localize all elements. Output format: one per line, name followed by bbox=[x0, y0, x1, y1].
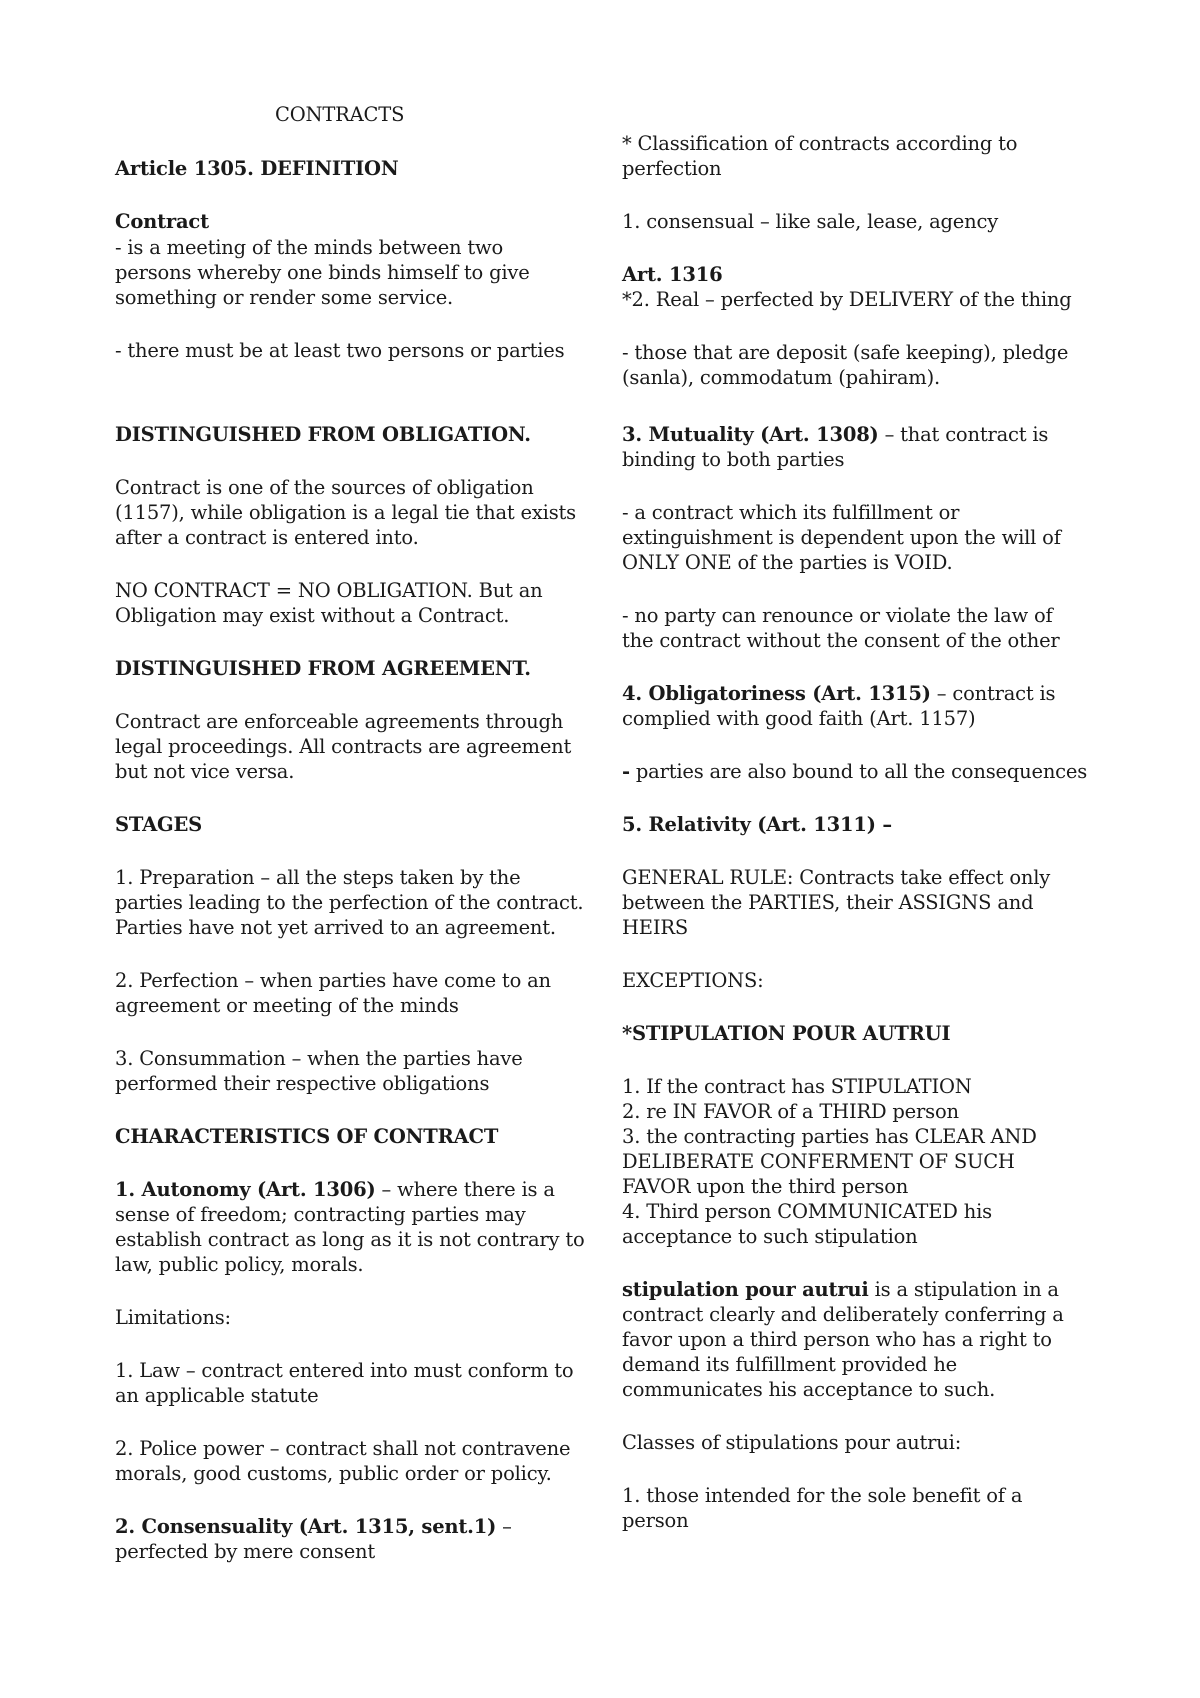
right-text-line bbox=[622, 1149, 1015, 1175]
text-run: – that contract is bbox=[878, 423, 1049, 446]
text-run: something or render some service. bbox=[115, 286, 454, 309]
text-run: agreement or meeting of the minds bbox=[115, 994, 459, 1017]
left-text-line bbox=[115, 1358, 573, 1384]
text-run: law, public policy, morals. bbox=[115, 1253, 364, 1276]
right-text-line bbox=[622, 1099, 959, 1125]
text-run: Limitations: bbox=[115, 1306, 231, 1329]
text-run: Contract are enforceable agreements through bbox=[115, 710, 564, 733]
right-text-line bbox=[622, 915, 688, 941]
right-text-line bbox=[622, 1352, 957, 1378]
left-text-line bbox=[115, 156, 398, 182]
text-run: DELIBERATE CONFERMENT OF SUCH bbox=[622, 1150, 1015, 1173]
text-run: acceptance to such stipulation bbox=[622, 1225, 918, 1248]
text-run: – where there is a bbox=[375, 1178, 555, 1201]
text-run: (sanla), commodatum (pahiram). bbox=[622, 366, 940, 389]
right-text-line bbox=[622, 1430, 961, 1456]
text-run: parties are also bound to all the consequences bbox=[629, 760, 1088, 783]
right-text-line bbox=[622, 1483, 1022, 1509]
text-run: perfected by mere consent bbox=[115, 1540, 376, 1563]
bold-text: STAGES bbox=[115, 813, 203, 836]
text-run: between the PARTIES, their ASSIGNS and bbox=[622, 891, 1034, 914]
text-run: an applicable statute bbox=[115, 1384, 319, 1407]
left-text-line bbox=[115, 1124, 498, 1150]
text-run: 3. the contracting parties has CLEAR AND bbox=[622, 1125, 1037, 1148]
left-text-line bbox=[115, 1514, 512, 1540]
left-text-line bbox=[115, 812, 202, 838]
right-text-line bbox=[622, 1302, 1064, 1328]
text-run: GENERAL RULE: Contracts take effect only bbox=[622, 866, 1051, 889]
left-text-line bbox=[115, 422, 531, 448]
text-run: is a stipulation in a bbox=[868, 1278, 1059, 1301]
right-text-line bbox=[622, 131, 1017, 157]
text-run: 1. those intended for the sole benefit of a bbox=[622, 1484, 1023, 1507]
right-text-line bbox=[622, 340, 1068, 366]
text-run: after a contract is entered into. bbox=[115, 526, 419, 549]
bold-text: 4. Obligatoriness (Art. 1315) bbox=[622, 682, 931, 705]
left-text-line bbox=[115, 915, 556, 941]
text-run: FAVOR upon the third person bbox=[622, 1175, 909, 1198]
left-text-line bbox=[115, 235, 503, 261]
text-run: - a contract which its fulfillment or bbox=[622, 501, 960, 524]
left-text-line bbox=[115, 759, 294, 785]
bold-text: 5. Relativity (Art. 1311) – bbox=[622, 813, 892, 836]
left-text-line bbox=[115, 1436, 570, 1462]
right-text-line bbox=[622, 1327, 1052, 1353]
text-run: complied with good faith (Art. 1157) bbox=[622, 707, 976, 730]
right-text-line bbox=[622, 759, 1087, 785]
bold-text: DISTINGUISHED FROM AGREEMENT. bbox=[115, 657, 531, 680]
right-text-line bbox=[622, 447, 844, 473]
text-run: 1. Law – contract entered into must conform to bbox=[115, 1359, 574, 1382]
text-run: demand its fulfillment provided he bbox=[622, 1353, 958, 1376]
text-run: * Classification of contracts according to bbox=[622, 132, 1018, 155]
left-text-line bbox=[115, 500, 576, 526]
text-run: establish contract as long as it is not contrary to bbox=[115, 1228, 585, 1251]
right-text-line bbox=[622, 422, 1048, 448]
text-run: HEIRS bbox=[622, 916, 688, 939]
bold-text: - bbox=[622, 760, 630, 783]
left-text-line bbox=[115, 1539, 375, 1565]
text-run: 1. If the contract has STIPULATION bbox=[622, 1075, 972, 1098]
text-run: but not vice versa. bbox=[115, 760, 295, 783]
right-text-line bbox=[622, 1021, 950, 1047]
right-text-line bbox=[622, 890, 1033, 916]
bold-text: Art. 1316 bbox=[622, 263, 723, 286]
right-text-line bbox=[622, 681, 1055, 707]
bold-text: DISTINGUISHED FROM OBLIGATION. bbox=[115, 423, 531, 446]
text-run: Parties have not yet arrived to an agreement. bbox=[115, 916, 556, 939]
right-text-line bbox=[622, 525, 1061, 551]
text-run: morals, good customs, public order or policy. bbox=[115, 1462, 552, 1485]
text-run: Classes of stipulations pour autrui: bbox=[622, 1431, 962, 1454]
left-text-line bbox=[115, 890, 583, 916]
left-text-line bbox=[115, 1071, 489, 1097]
text-run: extinguishment is dependent upon the will of bbox=[622, 526, 1061, 549]
left-text-line bbox=[115, 1252, 363, 1278]
document-title bbox=[275, 102, 404, 128]
left-text-line bbox=[115, 285, 453, 311]
text-run: 2. Perfection – when parties have come to an bbox=[115, 969, 551, 992]
left-text-line bbox=[115, 1461, 552, 1487]
right-text-line bbox=[622, 365, 940, 391]
text-run: parties leading to the perfection of the contract. bbox=[115, 891, 584, 914]
text-run: 1. Preparation – all the steps taken by the bbox=[115, 866, 521, 889]
left-text-line bbox=[115, 656, 531, 682]
text-run: binding to both parties bbox=[622, 448, 845, 471]
text-run: - there must be at least two persons or parties bbox=[115, 339, 565, 362]
text-run: 3. Consummation – when the parties have bbox=[115, 1047, 523, 1070]
right-text-line bbox=[622, 156, 721, 182]
bold-text: CHARACTERISTICS OF CONTRACT bbox=[115, 1125, 499, 1148]
text-run: legal proceedings. All contracts are agreement bbox=[115, 735, 572, 758]
left-text-line bbox=[115, 1383, 319, 1409]
text-run: EXCEPTIONS: bbox=[622, 969, 764, 992]
text-run: communicates his acceptance to such. bbox=[622, 1378, 996, 1401]
left-text-line bbox=[115, 338, 564, 364]
left-text-line bbox=[115, 734, 571, 760]
right-text-line bbox=[622, 968, 764, 994]
left-text-line bbox=[115, 968, 551, 994]
text-run: CONTRACTS bbox=[275, 103, 405, 126]
right-text-line bbox=[622, 1174, 908, 1200]
text-run: sense of freedom; contracting parties may bbox=[115, 1203, 526, 1226]
left-text-line bbox=[115, 865, 520, 891]
left-text-line bbox=[115, 603, 509, 629]
left-text-line bbox=[115, 475, 534, 501]
right-text-line bbox=[622, 628, 1060, 654]
text-run: NO CONTRACT = NO OBLIGATION. But an bbox=[115, 579, 543, 602]
right-text-line bbox=[622, 550, 952, 576]
right-text-line bbox=[622, 1224, 918, 1250]
right-text-line bbox=[622, 1124, 1037, 1150]
text-run: performed their respective obligations bbox=[115, 1072, 490, 1095]
right-text-line bbox=[622, 500, 959, 526]
text-run: *2. Real – perfected by DELIVERY of the thing bbox=[622, 288, 1072, 311]
right-text-line bbox=[622, 262, 722, 288]
right-text-line bbox=[622, 812, 892, 838]
bold-text: 2. Consensuality (Art. 1315, sent.1) bbox=[115, 1515, 497, 1538]
text-run: - those that are deposit (safe keeping), pledge bbox=[622, 341, 1069, 364]
text-run: 2. re IN FAVOR of a THIRD person bbox=[622, 1100, 959, 1123]
bold-text: *STIPULATION POUR AUTRUI bbox=[622, 1022, 951, 1045]
text-run: 2. Police power – contract shall not contravene bbox=[115, 1437, 571, 1460]
right-text-line bbox=[622, 603, 1053, 629]
text-run: - is a meeting of the minds between two bbox=[115, 236, 504, 259]
text-run: 1. consensual – like sale, lease, agency bbox=[622, 210, 999, 233]
text-run: the contract without the consent of the other bbox=[622, 629, 1060, 652]
left-text-line bbox=[115, 1177, 555, 1203]
right-text-line bbox=[622, 1199, 992, 1225]
right-text-line bbox=[622, 287, 1072, 313]
right-text-line bbox=[622, 865, 1050, 891]
right-text-line bbox=[622, 209, 998, 235]
right-text-line bbox=[622, 1277, 1059, 1303]
right-text-line bbox=[622, 1074, 972, 1100]
bold-text: 3. Mutuality (Art. 1308) bbox=[622, 423, 879, 446]
right-text-line bbox=[622, 1508, 688, 1534]
left-text-line bbox=[115, 709, 563, 735]
text-run: – bbox=[496, 1515, 512, 1538]
right-text-line bbox=[622, 706, 975, 732]
text-run: 4. Third person COMMUNICATED his bbox=[622, 1200, 992, 1223]
left-text-line bbox=[115, 993, 459, 1019]
left-text-line bbox=[115, 1227, 585, 1253]
text-run: contract clearly and deliberately conferring a bbox=[622, 1303, 1064, 1326]
text-run: (1157), while obligation is a legal tie that exists bbox=[115, 501, 576, 524]
left-text-line bbox=[115, 1046, 523, 1072]
right-text-line bbox=[622, 1377, 995, 1403]
left-text-line bbox=[115, 578, 542, 604]
text-run: perfection bbox=[622, 157, 722, 180]
bold-text: stipulation pour autrui bbox=[622, 1278, 869, 1301]
left-text-line bbox=[115, 209, 209, 235]
left-text-line bbox=[115, 525, 419, 551]
bold-text: Contract bbox=[115, 210, 209, 233]
text-run: persons whereby one binds himself to give bbox=[115, 261, 530, 284]
bold-text: Article 1305. DEFINITION bbox=[115, 157, 399, 180]
left-text-line bbox=[115, 260, 530, 286]
text-run: - no party can renounce or violate the law of bbox=[622, 604, 1053, 627]
left-text-line bbox=[115, 1305, 231, 1331]
text-run: – contract is bbox=[930, 682, 1056, 705]
text-run: ONLY ONE of the parties is VOID. bbox=[622, 551, 953, 574]
text-run: Contract is one of the sources of obligation bbox=[115, 476, 534, 499]
text-run: favor upon a third person who has a right to bbox=[622, 1328, 1052, 1351]
text-run: person bbox=[622, 1509, 689, 1532]
left-text-line bbox=[115, 1202, 526, 1228]
text-run: Obligation may exist without a Contract. bbox=[115, 604, 510, 627]
bold-text: 1. Autonomy (Art. 1306) bbox=[115, 1178, 376, 1201]
